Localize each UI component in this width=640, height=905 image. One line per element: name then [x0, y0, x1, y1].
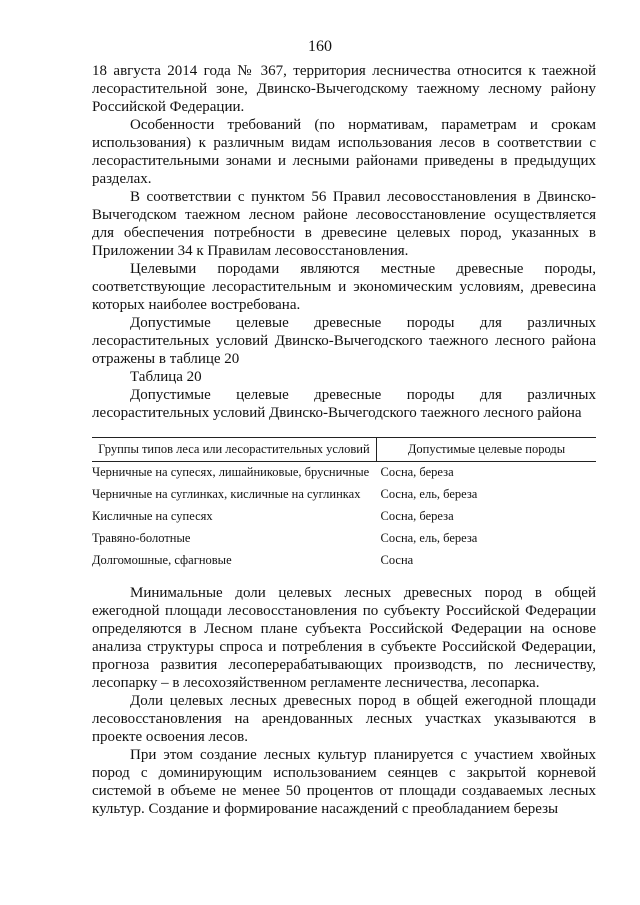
paragraph: Доли целевых лесных древесных пород в общей ежегодной площади лесовосстановления на арендованных лесных участках указываются в проекте освоения лесов. [92, 693, 596, 745]
table-header-row [92, 438, 596, 462]
table-row [92, 462, 596, 485]
table-header-cell: Группы типов леса или лесорастительных условий [92, 438, 377, 462]
paragraph: Допустимые целевые древесные породы для различных лесорастительных условий Двинско-Вычегодского таежного лесного района отражены в таблице 20 [92, 315, 596, 367]
table-cell-species: Сосна, береза [380, 509, 454, 523]
target-species-table [92, 437, 596, 572]
text-after-table [92, 584, 596, 818]
table-cell-forest-type: Травяно-болотные [92, 531, 191, 545]
table-row [92, 506, 596, 528]
table-cell-forest-type: Кисличные на супесях [92, 509, 213, 523]
table-cell-species: Сосна, ель, береза [380, 531, 478, 545]
document-body [92, 62, 596, 818]
table-row [92, 484, 596, 506]
table-cell-forest-type: Черничные на суглинках, кисличные на суглинках [92, 487, 361, 501]
table-cell-species: Сосна [380, 553, 414, 567]
paragraph: Особенности требований (по нормативам, параметрам и срокам использования) к различным видам использования лесов в соответствии с лесорастительными зонами и лесными районами приведены в предыдущих разделах. [92, 117, 596, 187]
paragraph: 18 августа 2014 года № 367, территория лесничества относится к таежной лесорастительной зоне, Двинско-Вычегодскому таежному лесному району Российской Федерации. [92, 63, 596, 115]
table-cell-species: Сосна, береза [380, 465, 454, 479]
table-row [92, 550, 596, 572]
page-number: 160 [308, 38, 332, 55]
table-row [92, 528, 596, 550]
paragraph: При этом создание лесных культур планируется с участием хвойных пород с доминирующим использованием сеянцев с закрытой корневой системой в объеме не менее 50 процентов от площади создаваемых лесных культур. Создание и формирование насаждений с преобладанием березы [92, 747, 596, 817]
table-cell-species: Сосна, ель, береза [380, 487, 478, 501]
paragraph: Целевыми породами являются местные древесные породы, соответствующие лесорастительным и экономическим условиям, древесина которых наиболее востребована. [92, 261, 596, 313]
table-header-cell: Допустимые целевые породы [377, 438, 597, 462]
table-cell-forest-type: Черничные на супесях, лишайниковые, брусничные [92, 465, 370, 479]
paragraph: В соответствии с пунктом 56 Правил лесовосстановления в Двинско-Вычегодском таежном лесном районе лесовосстановление осуществляется для обеспечения потребности в древесине целевых пород, указанных в Приложении 34 к Правилам лесовосстановления. [92, 189, 596, 259]
table-cell-forest-type: Долгомошные, сфагновые [92, 553, 232, 567]
paragraph: Минимальные доли целевых лесных древесных пород в общей ежегодной площади лесовосстановления по субъекту Российской Федерации определяются в Лесном плане субъекта Российской Федерации на основе анализа структуры спроса и потребления в субъекте Российской Федерации, прогноза развития лесоперерабатывающих производств, по лесничеству, лесопарку – в лесохозяйственном регламенте лесничества, лесопарка. [92, 585, 596, 691]
table-label: Таблица 20 [130, 369, 202, 385]
table-title: Допустимые целевые древесные породы для различных лесорастительных условий Двинско-Вычегодского таежного лесного района [92, 387, 596, 421]
